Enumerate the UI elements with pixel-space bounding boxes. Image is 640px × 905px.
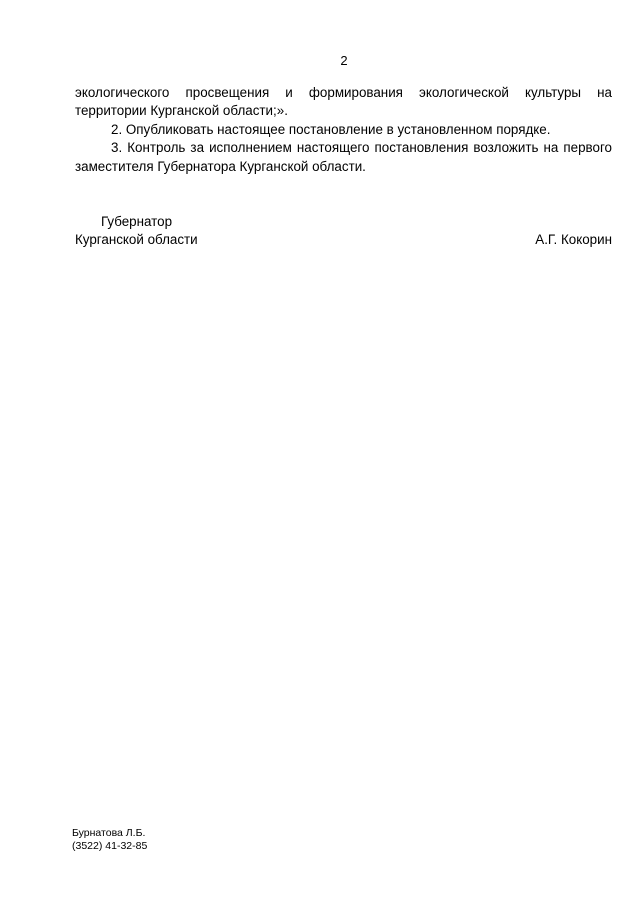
executor-name: Бурнатова Л.Б. — [72, 827, 146, 839]
document-body — [75, 84, 612, 176]
signatory-title-line1: Губернатор — [101, 214, 173, 229]
executor-footer — [72, 827, 147, 852]
paragraph-item-2: 2. Опубликовать настоящее постановление в установленном порядке. — [111, 121, 551, 137]
paragraph-item-3: 3. Контроль за исполнением настоящего постановления возложить на первого заместителя Губернатора Курганской области. — [75, 140, 612, 174]
signatory-title-line2: Курганской области — [75, 232, 198, 248]
signature-block — [75, 213, 612, 250]
executor-phone: (3522) 41-32-85 — [72, 839, 148, 852]
paragraph-continuation: экологического просвещения и формирования экологической культуры на территории Курганской области;». — [75, 85, 612, 119]
page-number: 2 — [340, 53, 348, 68]
signature-row — [75, 231, 612, 249]
signatory-name: А.Г. Кокорин — [535, 232, 612, 248]
